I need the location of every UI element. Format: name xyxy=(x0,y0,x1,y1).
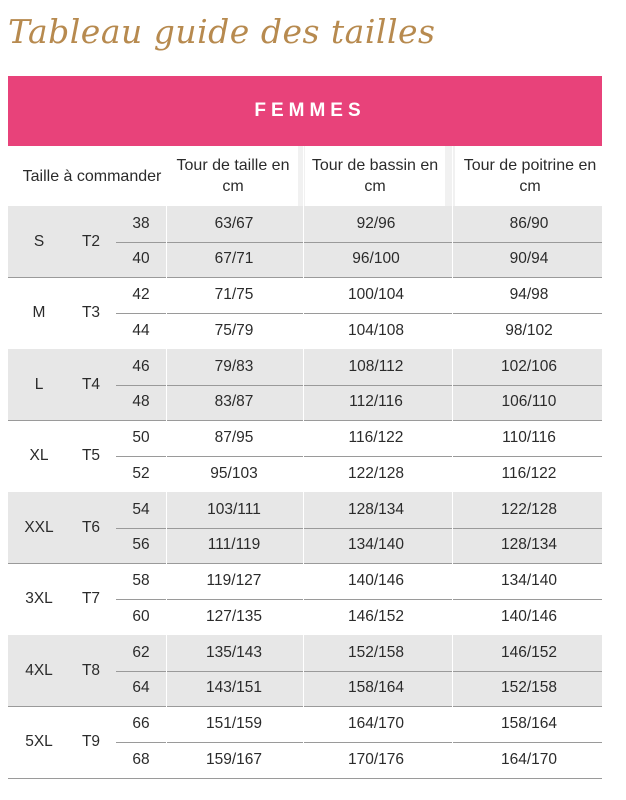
cell-hips: 112/116 xyxy=(349,393,403,411)
cell-num: 58 xyxy=(132,572,150,589)
cell-waist: 67/71 xyxy=(214,250,254,268)
cell-chest: 152/158 xyxy=(500,679,558,697)
cell-waist: 119/127 xyxy=(206,572,262,589)
size-t-code: T9 xyxy=(81,733,101,750)
cell-hips: 116/122 xyxy=(348,429,404,446)
size-letter: S xyxy=(33,232,45,250)
cell-waist: 159/167 xyxy=(205,750,263,768)
row-divider xyxy=(116,742,602,743)
cell-hips: 164/170 xyxy=(347,715,405,732)
cell-num: 54 xyxy=(132,500,150,518)
cell-chest: 102/106 xyxy=(500,357,558,375)
size-letter: XXL xyxy=(24,518,54,536)
row-divider xyxy=(116,313,602,314)
cell-num: 46 xyxy=(132,357,150,375)
size-t-code: T4 xyxy=(81,375,101,393)
cell-chest: 164/170 xyxy=(500,750,558,768)
cell-chest: 94/98 xyxy=(509,286,549,303)
row-divider xyxy=(116,528,602,529)
cell-chest: 86/90 xyxy=(509,214,549,232)
cell-hips: 100/104 xyxy=(347,286,405,303)
cell-waist: 127/135 xyxy=(205,607,263,625)
cell-waist: 87/95 xyxy=(214,429,254,446)
size-letter: XL xyxy=(29,447,49,464)
size-t-code: T2 xyxy=(81,232,101,250)
cell-waist: 71/75 xyxy=(214,286,254,303)
size-letter: 3XL xyxy=(25,590,53,607)
header-hips: Tour de bassin en cm xyxy=(305,146,445,206)
cell-waist: 111/119 xyxy=(207,536,261,554)
row-divider xyxy=(116,385,602,386)
size-letter: 5XL xyxy=(25,733,53,750)
cell-hips: 104/108 xyxy=(347,321,405,339)
column-divider xyxy=(452,146,453,774)
cell-num: 62 xyxy=(132,643,150,661)
row-divider xyxy=(116,671,602,672)
row-divider xyxy=(116,599,602,600)
group-divider xyxy=(8,778,602,779)
size-t-code: T8 xyxy=(81,661,101,679)
cell-hips: 158/164 xyxy=(347,679,405,697)
cell-chest: 158/164 xyxy=(500,715,558,732)
row-divider xyxy=(116,242,602,243)
cell-hips: 152/158 xyxy=(347,643,405,661)
cell-chest: 122/128 xyxy=(500,500,558,518)
page-title: Tableau guide des tailles xyxy=(8,12,436,51)
cell-waist: 103/111 xyxy=(207,500,261,518)
cell-num: 68 xyxy=(132,750,150,768)
column-divider xyxy=(166,146,167,774)
size-t-code: T5 xyxy=(81,447,101,464)
cell-num: 40 xyxy=(132,250,150,268)
cell-num: 66 xyxy=(132,715,150,732)
cell-waist: 135/143 xyxy=(205,643,263,661)
cell-num: 38 xyxy=(132,214,150,232)
size-t-code: T3 xyxy=(81,304,101,321)
size-letter: L xyxy=(34,375,44,393)
cell-num: 56 xyxy=(132,536,150,554)
cell-chest: 134/140 xyxy=(500,572,558,589)
cell-waist: 83/87 xyxy=(214,393,254,411)
cell-waist: 95/103 xyxy=(210,464,258,482)
cell-num: 50 xyxy=(132,429,150,446)
cell-hips: 92/96 xyxy=(356,214,396,232)
header-waist: Tour de taille en cm xyxy=(168,146,298,206)
header-chest: Tour de poitrine en cm xyxy=(455,146,605,206)
cell-num: 42 xyxy=(132,286,150,303)
size-t-code: T7 xyxy=(81,590,101,607)
cell-hips: 128/134 xyxy=(347,500,405,518)
cell-waist: 79/83 xyxy=(214,357,254,375)
cell-hips: 122/128 xyxy=(347,464,405,482)
cell-chest: 110/116 xyxy=(502,429,556,446)
cell-hips: 134/140 xyxy=(347,536,405,554)
cell-num: 64 xyxy=(132,679,150,697)
size-letter: 4XL xyxy=(25,661,53,679)
cell-hips: 96/100 xyxy=(352,250,400,268)
cell-waist: 151/159 xyxy=(205,715,263,732)
cell-chest: 140/146 xyxy=(500,607,558,625)
cell-hips: 140/146 xyxy=(347,572,405,589)
cell-chest: 106/110 xyxy=(501,393,557,411)
cell-num: 44 xyxy=(132,321,150,339)
cell-waist: 63/67 xyxy=(214,214,254,232)
cell-waist: 143/151 xyxy=(205,679,263,697)
row-divider xyxy=(116,456,602,457)
cell-chest: 98/102 xyxy=(505,321,553,339)
cell-chest: 90/94 xyxy=(509,250,549,268)
size-t-code: T6 xyxy=(81,518,101,536)
cell-num: 60 xyxy=(132,607,150,625)
cell-hips: 146/152 xyxy=(347,607,405,625)
cell-num: 48 xyxy=(132,393,150,411)
cell-waist: 75/79 xyxy=(214,321,254,339)
header-size: Taille à commander xyxy=(8,146,176,206)
section-banner: FEMMES xyxy=(8,76,602,146)
cell-num: 52 xyxy=(132,464,150,482)
cell-chest: 128/134 xyxy=(500,536,558,554)
cell-chest: 146/152 xyxy=(500,643,558,661)
cell-hips: 170/176 xyxy=(347,750,405,768)
size-letter: M xyxy=(32,304,46,321)
cell-hips: 108/112 xyxy=(348,357,404,375)
column-divider xyxy=(303,146,304,774)
cell-chest: 116/122 xyxy=(501,464,557,482)
